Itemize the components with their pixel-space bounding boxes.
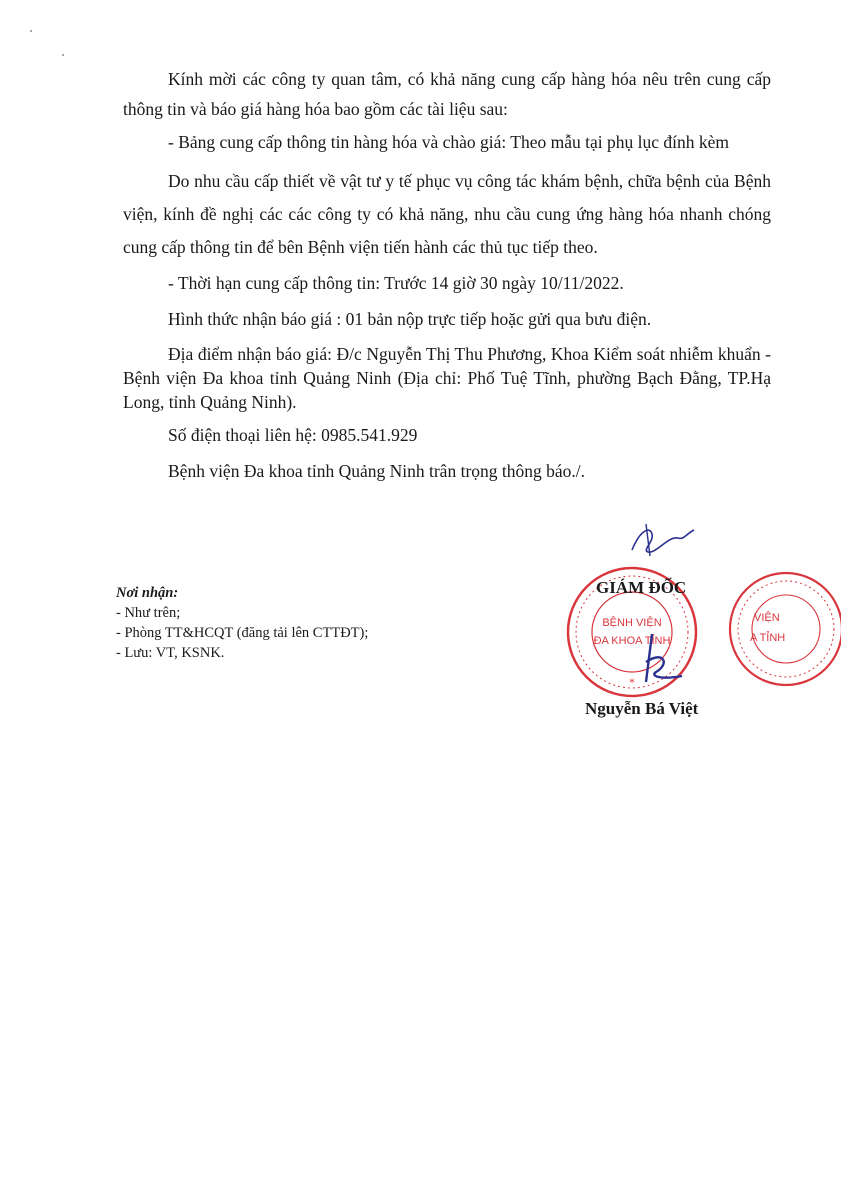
recipient-item: - Lưu: VT, KSNK. — [116, 645, 225, 661]
paragraph-deadline: - Thời hạn cung cấp thông tin: Trước 14 giờ 30 ngày 10/11/2022. — [168, 273, 624, 293]
svg-text:*: * — [629, 675, 635, 689]
scan-speck — [62, 54, 64, 56]
paragraph-receive-method: Hình thức nhận báo giá : 01 bản nộp trực tiếp hoặc gửi qua bưu điện. — [168, 309, 652, 329]
initial-mark-icon — [628, 520, 698, 560]
signer-name: Nguyễn Bá Việt — [585, 699, 699, 718]
paragraph-phone: Số điện thoại liên hệ: 0985.541.929 — [168, 425, 418, 445]
paragraph-receive-location: Địa điểm nhận báo giá: Đ/c Nguyễn Thị Thu Phương, Khoa Kiểm soát nhiễm khuẩn - Bệnh viện Đa khoa tỉnh Quảng Ninh (Địa chỉ: Phố Tuệ Tĩnh, phường Bạch Đằng, TP.Hạ Long, tỉnh Quảng Ninh). — [123, 344, 771, 412]
seal-line: BỆNH VIỆN — [602, 617, 662, 629]
svg-text:VIỆN: VIỆN — [754, 612, 780, 624]
signature-mark-icon — [630, 632, 690, 692]
svg-text:A TỈNH: A TỈNH — [750, 632, 786, 644]
paragraph-invitation: Kính mời các công ty quan tâm, có khả năng cung cấp hàng hóa nêu trên cung cấp thông tin và báo giá hàng hóa bao gồm các tài liệu sau: — [123, 69, 771, 119]
recipient-item: - Như trên; — [116, 605, 181, 621]
paragraph-urgent-request: Do nhu cầu cấp thiết về vật tư y tế phục vụ công tác khám bệnh, chữa bệnh của Bệnh viện, kính đề nghị các các công ty có khả năng, nhu cầu cung ứng hàng hóa nhanh chóng cung cấp thông tin để bên Bệnh viện tiến hành các thủ tục tiếp theo. — [123, 171, 771, 257]
recipient-item: - Phòng TT&HCQT (đăng tải lên CTTĐT); — [116, 625, 369, 641]
letter-body — [123, 64, 771, 488]
recipients-heading: Nơi nhận: — [116, 585, 179, 601]
scan-speck — [30, 30, 32, 32]
signer-title: GIÁM ĐỐC — [596, 578, 687, 597]
paragraph-closing: Bệnh viện Đa khoa tỉnh Quảng Ninh trân trọng thông báo./. — [168, 461, 586, 481]
hospital-seal-partial-icon — [724, 567, 841, 702]
seal-line: ĐA KHOA TỈNH — [593, 635, 671, 647]
recipients-block — [116, 583, 368, 663]
paragraph-price-table: - Bảng cung cấp thông tin hàng hóa và chào giá: Theo mẫu tại phụ lục đính kèm — [168, 132, 729, 152]
